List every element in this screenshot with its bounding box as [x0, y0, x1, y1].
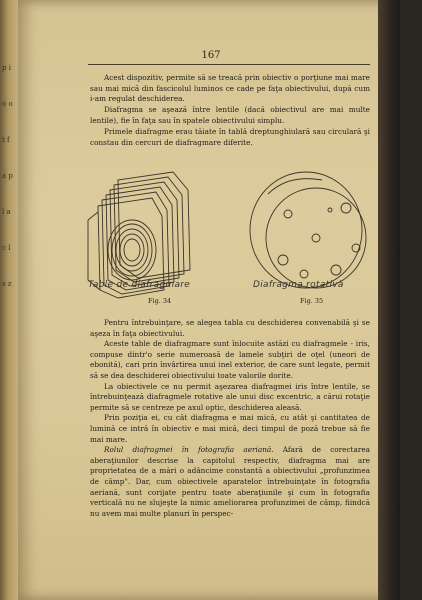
- paragraph-primele: Primele diafragme erau tăiate în tablă dreptunghiulară sau circulară şi constau din cercuri de diafragmare diferite.: [90, 127, 370, 147]
- rolul-heading: Rolul diafragmei în fotografia aeriană.: [104, 445, 274, 455]
- rolul-body: Afară de corectarea aberaţiunilor descrise la capitolul respectiv, diafragma mai are proprietatea de a mări o adâncime constantă a obiectivului „profunzimea de câmp". Dar, cum obiectivele aparatelor întrebuinţate în fotografia aeriană, sunt corijate pentru toate aberaţiunile şi cum în fotografia verticală nu ne slujeşte la nimic ameliorarea profunzimei de câmp, fiindcă nu avem mai multe planuri în perspec-: [90, 445, 371, 518]
- paragraph-rotative: La obiectivele ce nu permit aşezarea diafragmei iris între lentile, se întrebuinţează diafragmele rotative ale unui disc excentric, a cărui rotaţie permite să se centreze pe axul optic, deschiderea aleasă.: [90, 381, 370, 412]
- left-page-edge-text: p i o o t f a p l a c l s z: [2, 64, 13, 288]
- paragraph-rolul: [90, 445, 370, 519]
- figure-34-title: Table de diafragmare: [88, 280, 191, 290]
- paragraph-iris: Aceste table de diafragmare sunt înlocuite astăzi cu diafragmele - iris, compuse dintr'o serie numeroasă de lamele subţiri de oţel (uneori de ebonită), cari prin învârtirea unui inel exterior, de care sunt legate, permit să se dea deschiderei obiectivului toate valorile dorite.: [90, 339, 370, 380]
- paragraph-dispozitiv: Acest dispozitiv, permite să se treacă prin obiectiv o porţiune mai mare sau mai mică din fascicolul luminos ce cade pe faţa obiectivului, după cum i-am regulat deschiderea.: [90, 73, 370, 104]
- page-edge-shadow: [378, 0, 400, 600]
- bottom-text-block: [90, 318, 370, 519]
- book-page: [18, 0, 400, 600]
- figure-34-number: Fig. 34: [148, 297, 172, 305]
- figure-35-number: Fig. 35: [300, 297, 324, 305]
- header-rule: [88, 64, 370, 65]
- paragraph-asezare: Diafragma se aşează între lentile (dacă obiectivul are mai multe lentile), fie în faţa sau în spatele obiectivului simplu.: [90, 105, 370, 125]
- paragraph-intrebuintare: Pentru întrebuinţare, se alegea tabla cu deschiderea convenabilă şi se aşeza în faţa obiectivului.: [90, 318, 370, 338]
- figures-area: [78, 150, 378, 310]
- paragraph-pozitia: Prin poziţia ei, cu cât diafragma e mai mică, cu atât şi cantitatea de lumină ce intră în obiectiv e mai mică, deci timpul de poză trebue să fie mai mare.: [90, 413, 370, 444]
- page-number: 167: [201, 50, 221, 61]
- figure-35-title: Diafragma rotativă: [253, 280, 344, 290]
